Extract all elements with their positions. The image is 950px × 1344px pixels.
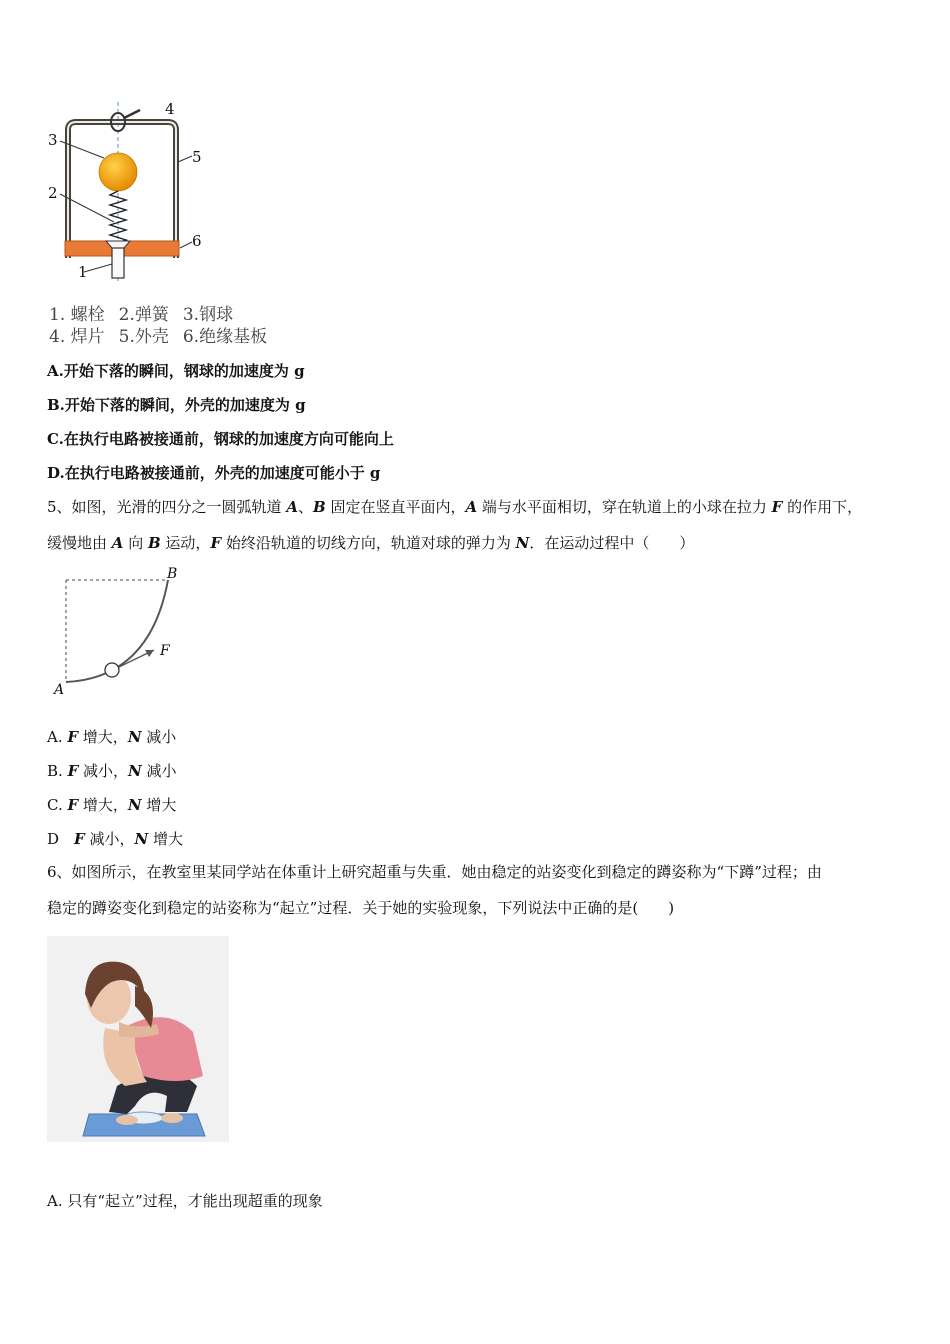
diagram-label-5: 5 [192,148,202,166]
legend-item: 4. 焊片 [49,327,105,347]
q4-option-b: B.开始下落的瞬间，外壳的加速度为 g [47,396,306,414]
q6-stem: 6、如图所示，在教室里某同学站在体重计上研究超重与失重．她由稳定的站姿变化到稳定的蹲姿称为“下蹲”过程；由 稳定的蹲姿变化到稳定的站姿称为“起立”过程．关于她的实验现象，下列说法中正确的是( ) [47,863,822,917]
diagram-label-1: 1 [78,263,88,281]
arc-label-b: B [167,566,178,582]
arc-label-a: A [54,682,65,698]
diagram-legend-row2 [49,322,281,347]
q5-stem: 5、如图，光滑的四分之一圆弧轨道 A、B 固定在竖直平面内，A 端与水平面相切，穿在轨道上的小球在拉力 F 的作用下， 缓慢地由 A 向 B 运动，F 始终沿轨道的切线方向，轨道对球的弹力为 N．在运动过程中（ ） [47,498,863,552]
q4-option-c: C.在执行电路被接通前，钢球的加速度方向可能向上 [47,430,394,448]
legend-item: 3.钢球 [182,305,234,325]
legend-item: 1. 螺栓 [49,305,105,325]
q4-option-d: D.在执行电路被接通前，外壳的加速度可能小于 g [47,464,381,482]
q5-option-d: D F 减小，N 增大 [47,830,183,848]
diagram-label-6: 6 [192,232,202,250]
device-diagram [40,96,270,296]
q5-option-b: B. F 减小，N 减小 [47,762,177,780]
q5-option-a: A. F 增大，N 减小 [47,728,177,746]
diagram-label-2: 2 [48,184,58,202]
arc-track-diagram [50,566,190,701]
squatting-person-photo [47,936,229,1142]
legend-item: 2.弹簧 [118,305,169,325]
q4-option-a: A.开始下落的瞬间，钢球的加速度为 g [47,362,305,380]
diagram-label-3: 3 [48,131,58,149]
arc-label-f: F [160,643,170,659]
legend-item: 6.绝缘基板 [182,327,268,347]
q5-option-c: C. F 增大，N 增大 [47,796,177,814]
q6-option-a: A. 只有“起立”过程，才能出现超重的现象 [47,1192,323,1210]
diagram-label-4: 4 [165,100,175,118]
legend-item: 5.外壳 [118,327,169,347]
